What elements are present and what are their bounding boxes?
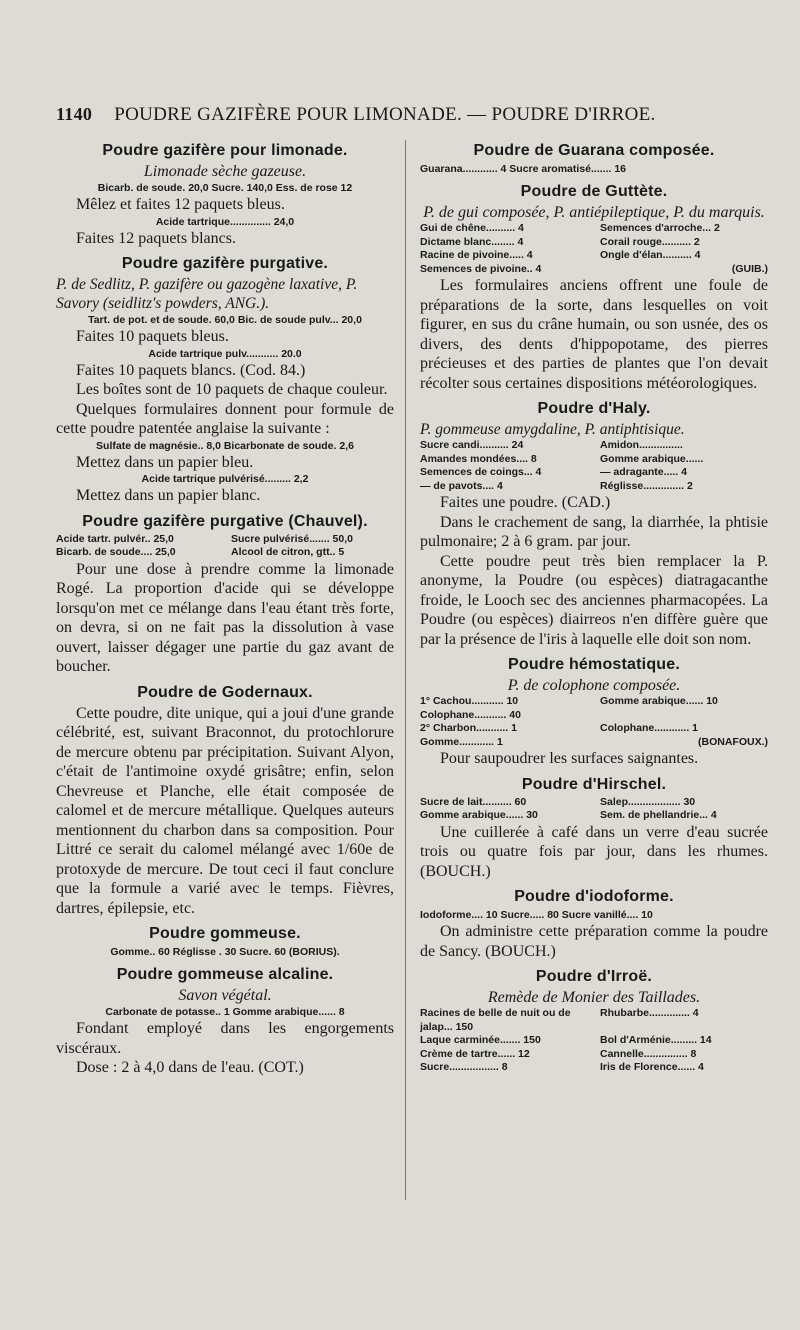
synonyms: P. gommeuse amygdaline, P. antiphtisique. bbox=[420, 421, 685, 438]
ingredient: — adragante..... 4 bbox=[600, 466, 687, 478]
section-title: Poudre d'Haly. bbox=[537, 400, 651, 417]
formula-grid bbox=[420, 439, 768, 493]
dose-text: Dose : 2 à 4,0 dans de l'eau. (COT.) bbox=[76, 1059, 304, 1076]
ingredient: Corail rouge.......... 2 bbox=[600, 235, 700, 248]
synonyms: P. de Sedlitz, P. gazifère ou gazogène laxative, P. Savory (seidlitz's powders, ANG.). bbox=[56, 276, 358, 312]
formula-row: Tart. de pot. et de soude. 60,0 Bic. de soude pulv... 20,0 bbox=[88, 314, 362, 326]
section-title: Poudre gazifère pour limonade. bbox=[102, 142, 348, 159]
section-title: Poudre de Guttète. bbox=[520, 183, 668, 200]
ingredient: Rhubarbe.............. 4 bbox=[600, 1007, 699, 1019]
ingredient: Sem. de phellandrie... 4 bbox=[600, 809, 717, 821]
body-text: Cette poudre, dite unique, qui a joui d'une grande célébrité, est, suivant Braconnot, du protochlorure de mercure obtenu par précipitation. Suivant Alyon, c'était de l'antimoine oxydé grisâtre; enfin, selon Chevreuse et Planche, elle était composée de calomel et de mercure métallique. Quelques auteurs mentionnent du charbon dans sa composition. Pour Littré ce serait du calomel mélangé avec 1/60e de protoxyde de mercure. De tout ceci il faut conclure que la formule a varié avec le temps. Fièvres, dartres, épilepsie, etc. bbox=[56, 704, 394, 917]
ingredient: Alcool de citron, gtt.. 5 bbox=[231, 546, 345, 558]
section-title: Poudre gommeuse alcaline. bbox=[116, 966, 334, 983]
formula-grid bbox=[420, 796, 768, 823]
instruction-text: Mettez dans un papier bleu. bbox=[76, 453, 254, 471]
formula-row: Acide tartrique pulvérisé......... 2,2 bbox=[141, 473, 309, 485]
section-title: Poudre gazifère purgative (Chauvel). bbox=[82, 512, 368, 530]
section-subtitle: Limonade sèche gazeuse. bbox=[143, 163, 307, 180]
ingredient: Sucre candi.......... 24 bbox=[420, 439, 524, 451]
section-title: Poudre gazifère purgative. bbox=[121, 255, 329, 272]
ingredient: Racine de pivoine..... 4 bbox=[420, 249, 533, 261]
section-irroe bbox=[420, 968, 768, 1075]
section-hemostatique bbox=[420, 656, 768, 769]
formula-row: Iodoforme.... 10 Sucre..... 80 Sucre vanillé.... 10 bbox=[420, 909, 653, 921]
body-text: On administre cette préparation comme la poudre de Sancy. (BOUCH.) bbox=[420, 923, 768, 960]
body-text: Les boîtes sont de 10 paquets de chaque couleur. bbox=[76, 381, 388, 398]
ingredient: 2° Charbon........... 1 bbox=[420, 722, 517, 734]
formula-row: Acide tartrique pulv........... 20.0 bbox=[148, 347, 302, 360]
source-attribution: (BONAFOUX.) bbox=[698, 735, 768, 748]
section-haly bbox=[420, 400, 768, 649]
column-divider bbox=[405, 140, 406, 1200]
instruction-text: Faites 12 paquets blancs. bbox=[76, 229, 236, 247]
ingredient: Semences d'arroche... 2 bbox=[600, 222, 720, 234]
formula-grid bbox=[420, 222, 768, 276]
ingredient: Iris de Florence...... 4 bbox=[600, 1061, 704, 1073]
page-number: 1140 bbox=[56, 104, 93, 124]
section-iodoforme bbox=[420, 888, 768, 961]
ingredient: Acide tartr. pulvér.. 25,0 bbox=[56, 532, 174, 545]
section-title: Poudre gommeuse. bbox=[149, 925, 301, 942]
instruction-text: Faites 10 paquets bleus. bbox=[76, 328, 229, 345]
ingredient: Gui de chêne.......... 4 bbox=[420, 222, 524, 234]
ingredient: Réglisse.............. 2 bbox=[600, 479, 693, 492]
formula-grid bbox=[420, 695, 768, 749]
section-subtitle: Remède de Monier des Taillades. bbox=[487, 989, 701, 1006]
formula-row: Guarana............ 4 Sucre aromatisé....... 16 bbox=[420, 163, 627, 175]
section-title: Poudre d'Irroë. bbox=[535, 968, 653, 985]
formula-row: Bicarb. de soude. 20,0 Sucre. 140,0 Ess. de rose 12 bbox=[97, 182, 353, 194]
right-column bbox=[420, 136, 768, 1082]
section-gommeuse-alcaline bbox=[56, 966, 394, 1078]
page-header bbox=[56, 104, 776, 126]
section-title: Poudre de Godernaux. bbox=[137, 683, 313, 701]
section-chauvel bbox=[56, 513, 394, 677]
ingredient: Colophane............ 1 bbox=[600, 722, 699, 734]
ingredient: Gomme arabique...... 10 bbox=[600, 695, 718, 707]
section-title: Poudre de Guarana composée. bbox=[473, 142, 715, 159]
ingredient: Laque carminée....... 150 bbox=[420, 1034, 541, 1046]
formula-row: Acide tartrique.............. 24,0 bbox=[155, 215, 295, 228]
section-gazifere-limonade bbox=[56, 142, 394, 248]
ingredient: — de pavots.... 4 bbox=[420, 479, 503, 492]
ingredient: Semences de coings... 4 bbox=[420, 466, 542, 478]
formula-row: Sulfate de magnésie.. 8,0 Bicarbonate de soude. 2,6 bbox=[96, 439, 354, 452]
section-subtitle: Savon végétal. bbox=[178, 987, 272, 1004]
ingredient: 1° Cachou........... 10 bbox=[420, 695, 519, 707]
left-column bbox=[56, 136, 394, 1085]
ingredient: Dictame blanc........ 4 bbox=[420, 235, 524, 248]
ingredient: Bol d'Arménie......... 14 bbox=[600, 1034, 712, 1046]
body-text: Dans le crachement de sang, la diarrhée, la phtisie pulmonaire; 2 à 6 gram. par jour. bbox=[420, 513, 768, 550]
running-title: POUDRE GAZIFÈRE POUR LIMONADE. — POUDRE D'IRROE. bbox=[114, 104, 656, 125]
ingredient: Sucre................. 8 bbox=[420, 1061, 508, 1073]
section-gommeuse bbox=[56, 925, 394, 959]
instruction-text: Faites 10 paquets blancs. (Cod. 84.) bbox=[76, 361, 306, 379]
formula-row: Gomme.. 60 Réglisse . 30 Sucre. 60 (BORIUS). bbox=[110, 946, 340, 958]
ingredient: Sucre pulvérisé....... 50,0 bbox=[231, 532, 353, 545]
instruction-text: Mêlez et faites 12 paquets bleus. bbox=[76, 196, 285, 213]
section-guarana bbox=[420, 142, 768, 176]
ingredient: Gomme arabique...... bbox=[600, 452, 704, 465]
body-text: Fondant employé dans les engorgements viscéraux. bbox=[56, 1020, 394, 1057]
ingredient bbox=[600, 709, 768, 723]
ingredient: Amidon............... bbox=[600, 439, 683, 451]
ingredient: Amandes mondées.... 8 bbox=[420, 452, 537, 465]
ingredient: Colophane........... 40 bbox=[420, 708, 521, 721]
ingredient: Sucre de lait.......... 60 bbox=[420, 795, 527, 808]
ingredient: Crème de tartre...... 12 bbox=[420, 1047, 530, 1060]
section-title: Poudre d'Hirschel. bbox=[521, 775, 667, 793]
body-text: Cette poudre peut très bien remplacer la P. anonyme, la Poudre (ou espèces) diatragacanthe froide, le Looch sec des anciennes pharmacopées. La Poudre (ou espèces) diairreos n'en diffère guère que par la présence de l'iris à laquelle elle doit son nom. bbox=[420, 552, 768, 648]
ingredient: Gomme............ 1 bbox=[420, 735, 503, 748]
section-gazifere-purgative bbox=[56, 255, 394, 506]
ingredient: Ongle d'élan.......... 4 bbox=[600, 249, 701, 261]
source-attribution: (GUIB.) bbox=[731, 262, 768, 275]
instruction-text: Faites une poudre. (CAD.) bbox=[440, 494, 611, 511]
ingredient: Gomme arabique...... 30 bbox=[420, 809, 538, 821]
section-godernaux bbox=[56, 684, 394, 919]
body-text: Pour saupoudrer les surfaces saignantes. bbox=[440, 750, 699, 767]
ingredient: Cannelle............... 8 bbox=[600, 1047, 697, 1060]
section-guttete bbox=[420, 183, 768, 393]
formula-grid bbox=[420, 1007, 768, 1075]
ingredient: Racines de belle de nuit ou de jalap... 150 bbox=[420, 1007, 571, 1033]
ingredient: Semences de pivoine.. 4 bbox=[420, 262, 542, 275]
body-text: Quelques formulaires donnent pour formule de cette poudre patentée anglaise la suivante : bbox=[56, 400, 394, 437]
body-text: Pour une dose à prendre comme la limonade Rogé. La proportion d'acide qui se développe lorsqu'on met ce mélange dans l'eau étant très forte, on devra, si on ne fait pas la dissolution à vase ouvert, laisser dégager une partie du gaz avant de boucher. bbox=[56, 560, 394, 675]
section-subtitle: P. de gui composée, P. antiépileptique, P. du marquis. bbox=[423, 204, 765, 221]
section-title: Poudre hémostatique. bbox=[507, 656, 681, 673]
instruction-text: Mettez dans un papier blanc. bbox=[76, 487, 261, 504]
section-title: Poudre d'iodoforme. bbox=[514, 888, 674, 905]
body-text: Les formulaires anciens offrent une foule de préparations de la sorte, dans lesquelles on voit figurer, en sus du crâne humain, ou son usnée, des os divers, des dents d'hippopotame, des pierres précieuses et des parties de plantes que l'on devait récolter sous certaines dispositions météorologiques. bbox=[420, 277, 768, 392]
body-text: Une cuillerée à café dans un verre d'eau sucrée trois ou quatre fois par jour, dans les rhumes. (BOUCH.) bbox=[420, 823, 768, 880]
section-hirschel bbox=[420, 776, 768, 882]
ingredient: Salep.................. 30 bbox=[600, 795, 696, 808]
formula-grid bbox=[56, 533, 394, 560]
formula-row: Carbonate de potasse.. 1 Gomme arabique...... 8 bbox=[105, 1006, 345, 1018]
section-subtitle: P. de colophone composée. bbox=[507, 677, 681, 694]
ingredient: Bicarb. de soude.... 25,0 bbox=[56, 546, 176, 558]
